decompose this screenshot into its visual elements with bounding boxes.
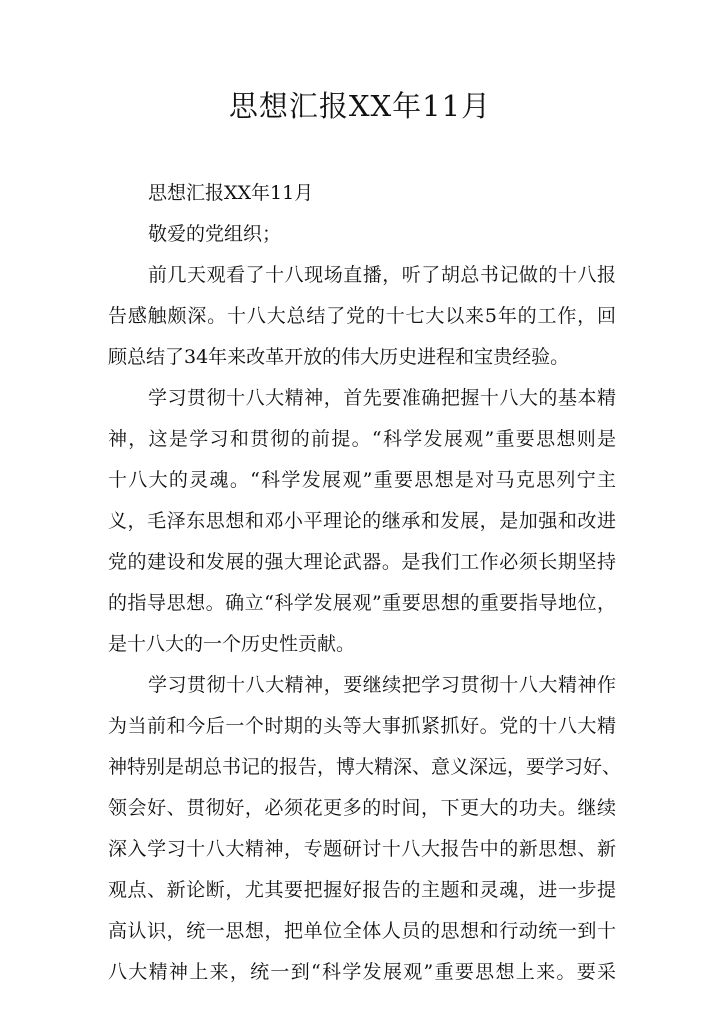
- text-line: 为当前和今后一个时期的头等大事抓紧抓好。党的十八大精: [108, 715, 616, 737]
- text-line: 十八大的灵魂。“科学发展观”重要思想是对马克思列宁主: [108, 469, 616, 491]
- text-line: 是十八大的一个历史性贡献。: [108, 633, 356, 655]
- text-line: 高认识，统一思想，把单位全体人员的思想和行动统一到十: [108, 920, 616, 942]
- text-line: 八大精神上来，统一到“科学发展观”重要思想上来。要采: [108, 961, 616, 983]
- document-title: 思想汇报XX年11月: [228, 89, 492, 123]
- text-line: 义，毛泽东思想和邓小平理论的继承和发展，是加强和改进: [108, 510, 616, 532]
- text-line: 神特别是胡总书记的报告，博大精深、意义深远，要学习好、: [108, 756, 622, 778]
- text-line: 学习贯彻十八大精神，首先要准确把握十八大的基本精: [148, 387, 616, 409]
- document-body: [108, 173, 622, 993]
- text-line: 告感触颇深。十八大总结了党的十七大以来5年的工作，回: [108, 305, 616, 327]
- text-line: 党的建设和发展的强大理论武器。是我们工作必须长期坚持: [108, 551, 616, 573]
- text-line-heading: 思想汇报XX年11月: [148, 182, 314, 204]
- text-line: 学习贯彻十八大精神，要继续把学习贯彻十八大精神作: [148, 674, 616, 696]
- text-line: 顾总结了34年来改革开放的伟大历史进程和宝贵经验。: [108, 346, 570, 368]
- text-line-salutation: 敬爱的党组织；: [148, 223, 282, 245]
- text-line: 观点、新论断，尤其要把握好报告的主题和灵魂，进一步提: [108, 879, 616, 901]
- text-line: 前几天观看了十八现场直播，听了胡总书记做的十八报: [148, 264, 616, 286]
- text-line: 深入学习十八大精神，专题研讨十八大报告中的新思想、新: [108, 838, 616, 860]
- text-line: 的指导思想。确立“科学发展观”重要思想的重要指导地位，: [108, 592, 616, 614]
- text-line: 神，这是学习和贯彻的前提。“科学发展观”重要思想则是: [108, 428, 616, 450]
- text-line: 领会好、贯彻好，必须花更多的时间，下更大的功夫。继续: [108, 797, 616, 819]
